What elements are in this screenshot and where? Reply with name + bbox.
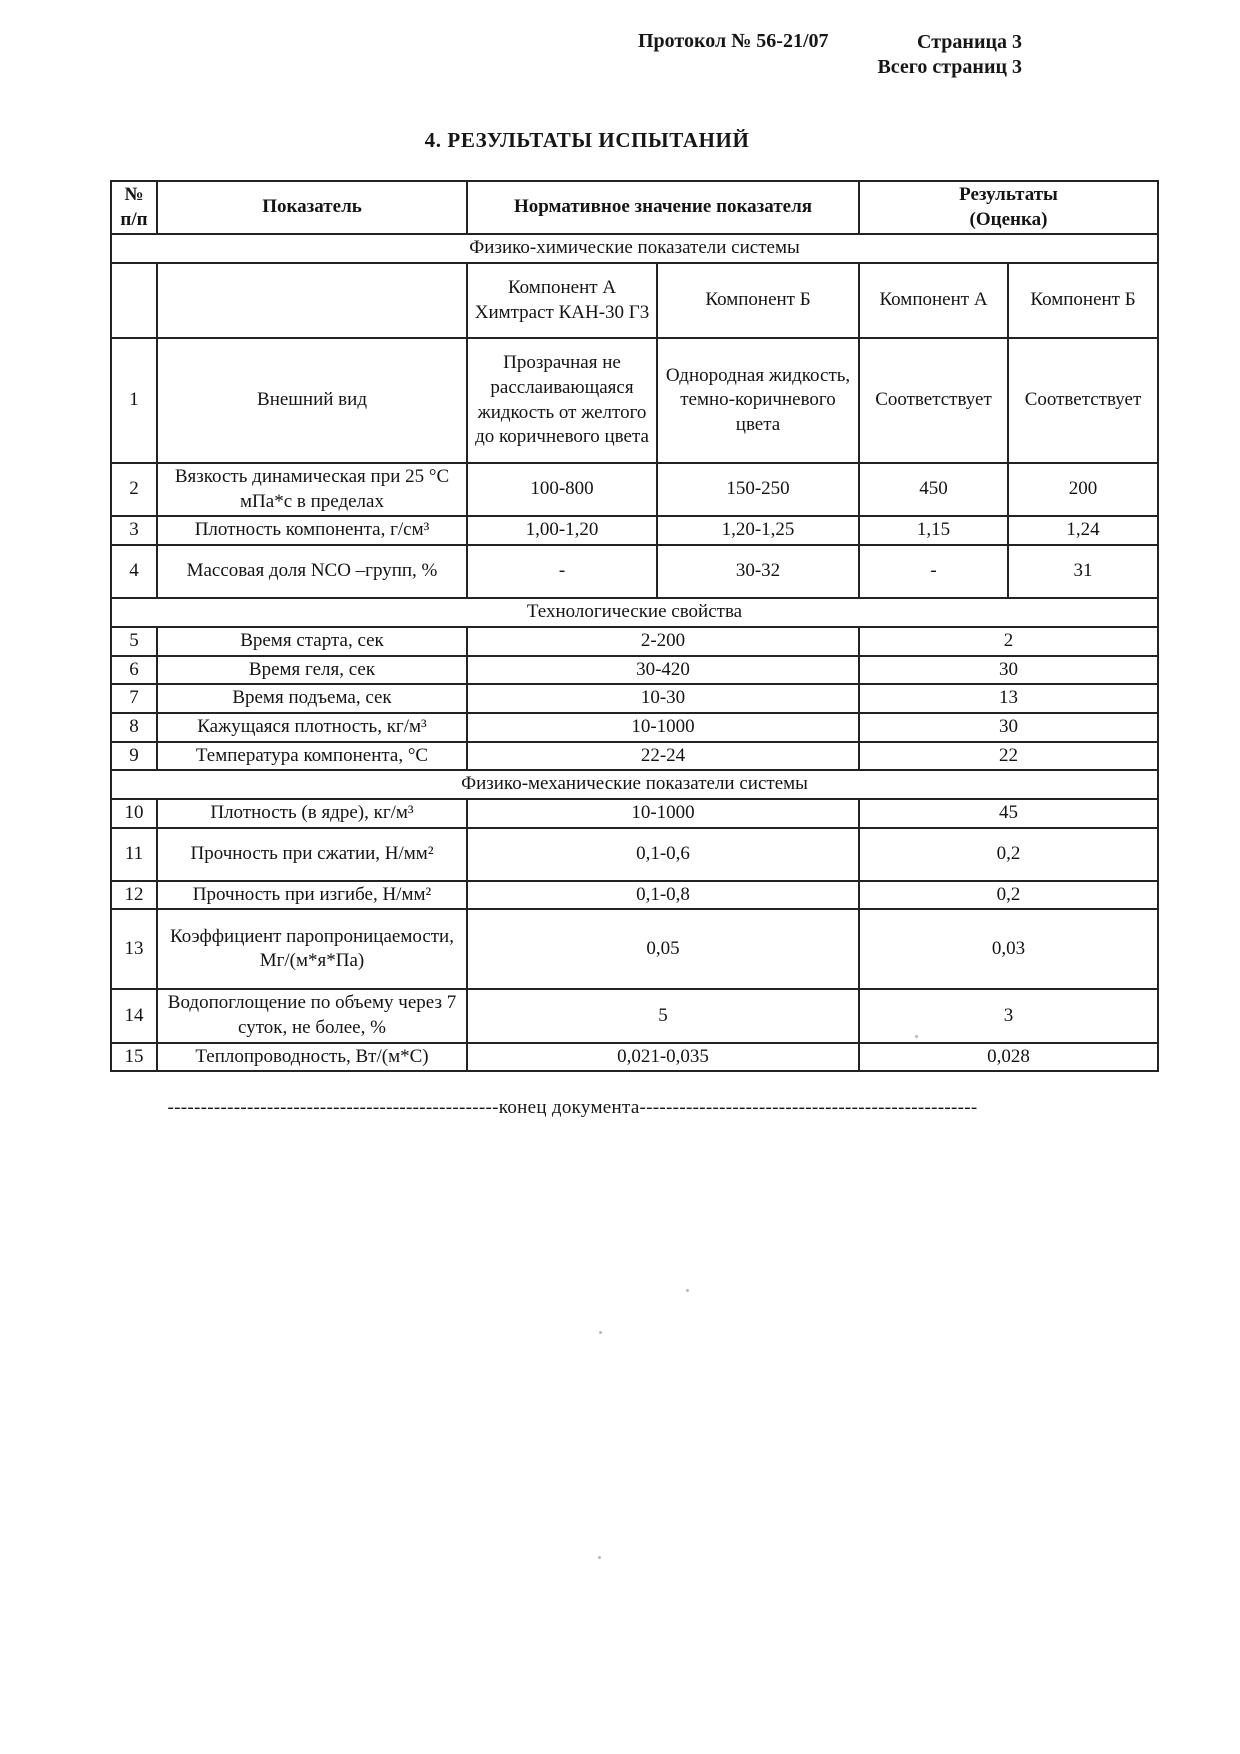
row-num: 1 [111,338,157,463]
result-cell: 13 [859,684,1158,713]
empty-cell [111,263,157,338]
norm-cell: 0,1-0,6 [467,828,859,881]
result-component-b-header: Компонент Б [1008,263,1158,338]
table-row-13 [111,909,1158,989]
norm-cell: 22-24 [467,742,859,771]
norm-b-cell: 30-32 [657,545,859,598]
row-num: 13 [111,909,157,989]
indicator-cell: Теплопроводность, Вт/(м*С) [157,1043,467,1072]
indicator-cell: Плотность (в ядре), кг/м³ [157,799,467,828]
result-cell: 45 [859,799,1158,828]
page-number: Страница 3 [917,31,1022,53]
page-count-block [877,30,1022,80]
result-cell: 0,2 [859,828,1158,881]
norm-cell: 0,05 [467,909,859,989]
result-cell: 2 [859,627,1158,656]
table-row-6 [111,656,1158,685]
result-cell: 22 [859,742,1158,771]
result-cell: 0,03 [859,909,1158,989]
norm-b-cell: Однородная жидкость, темно-коричневого цвета [657,338,859,463]
norm-cell: 30-420 [467,656,859,685]
norm-component-b-header: Компонент Б [657,263,859,338]
results-column-header [859,181,1158,234]
results-header-line1: Результаты [959,184,1058,205]
result-component-a-header: Компонент А [859,263,1008,338]
row-num: 3 [111,516,157,545]
end-of-document-line: --------------------------------------------------конец документа--------------------------------------------------- [167,1097,978,1118]
indicator-cell: Время подъема, сек [157,684,467,713]
indicator-cell: Внешний вид [157,338,467,463]
norm-a-cell: 1,00-1,20 [467,516,657,545]
result-b-cell: 1,24 [1008,516,1158,545]
row-num: 9 [111,742,157,771]
norm-cell: 10-1000 [467,799,859,828]
num-header-line1: № [124,184,144,205]
row-num: 7 [111,684,157,713]
table-row-10 [111,799,1158,828]
table-row-9 [111,742,1158,771]
page-header [0,28,1240,88]
norm-cell: 0,021-0,035 [467,1043,859,1072]
normative-column-header: Нормативное значение показателя [467,181,859,234]
section-row-physchem [111,234,1158,263]
result-b-cell: Соответствует [1008,338,1158,463]
scan-speck [686,1289,689,1292]
result-a-cell: Соответствует [859,338,1008,463]
norm-b-cell: 150-250 [657,463,859,516]
scan-speck [598,1556,601,1559]
row-num: 4 [111,545,157,598]
indicator-cell: Массовая доля NCO –групп, % [157,545,467,598]
norm-a-cell: Прозрачная не расслаивающаяся жидкость от желтого до коричневого цвета [467,338,657,463]
protocol-number: Протокол № 56-21/07 [638,30,829,52]
row-num: 15 [111,1043,157,1072]
table-row-12 [111,881,1158,910]
norm-cell: 2-200 [467,627,859,656]
row-num: 6 [111,656,157,685]
table-row-1 [111,338,1158,463]
result-a-cell: 1,15 [859,516,1008,545]
table-row-2 [111,463,1158,516]
indicator-cell: Водопоглощение по объему через 7 суток, не более, % [157,989,467,1042]
result-b-cell: 200 [1008,463,1158,516]
result-cell: 0,028 [859,1043,1158,1072]
row-num: 5 [111,627,157,656]
table-row-4 [111,545,1158,598]
component-subheader-row [111,263,1158,338]
result-cell: 3 [859,989,1158,1042]
result-cell: 0,2 [859,881,1158,910]
norm-component-a-header: Компонент А Химтраст КАН-30 Г3 [467,263,657,338]
scan-speck [915,1035,918,1038]
norm-cell: 10-1000 [467,713,859,742]
indicator-cell: Плотность компонента, г/см³ [157,516,467,545]
table-header-row [111,181,1158,234]
result-b-cell: 31 [1008,545,1158,598]
document-title: 4. РЕЗУЛЬТАТЫ ИСПЫТАНИЙ [424,128,750,152]
indicator-cell: Время старта, сек [157,627,467,656]
section-title-physchem: Физико-химические показатели системы [111,234,1158,263]
results-header-line2: (Оценка) [969,208,1048,230]
total-pages: Всего страниц 3 [877,56,1022,78]
norm-a-cell: - [467,545,657,598]
table-row-15 [111,1043,1158,1072]
indicator-cell: Кажущаяся плотность, кг/м³ [157,713,467,742]
norm-a-cell: 100-800 [467,463,657,516]
norm-cell: 10-30 [467,684,859,713]
norm-cell: 5 [467,989,859,1042]
section-title-tech: Технологические свойства [111,598,1158,627]
results-table [110,180,1159,1072]
indicator-cell: Прочность при сжатии, Н/мм² [157,828,467,881]
indicator-column-header: Показатель [157,181,467,234]
row-num: 8 [111,713,157,742]
row-num: 12 [111,881,157,910]
indicator-cell: Температура компонента, °С [157,742,467,771]
empty-cell [157,263,467,338]
row-num: 14 [111,989,157,1042]
norm-b-cell: 1,20-1,25 [657,516,859,545]
indicator-cell: Время геля, сек [157,656,467,685]
row-num: 10 [111,799,157,828]
indicator-cell: Коэффициент паропроницаемости, Мг/(м*я*Па) [157,909,467,989]
table-row-11 [111,828,1158,881]
num-column-header [111,181,157,234]
num-header-line2: п/п [120,208,148,230]
result-a-cell: 450 [859,463,1008,516]
norm-cell: 0,1-0,8 [467,881,859,910]
table-row-3 [111,516,1158,545]
table-row-5 [111,627,1158,656]
result-a-cell: - [859,545,1008,598]
section-row-physmech [111,770,1158,799]
scan-speck [599,1331,602,1334]
result-cell: 30 [859,713,1158,742]
table-row-14 [111,989,1158,1042]
table-row-7 [111,684,1158,713]
section-row-tech [111,598,1158,627]
result-cell: 30 [859,656,1158,685]
row-num: 11 [111,828,157,881]
indicator-cell: Вязкость динамическая при 25 °С мПа*с в пределах [157,463,467,516]
row-num: 2 [111,463,157,516]
section-title-physmech: Физико-механические показатели системы [111,770,1158,799]
table-row-8 [111,713,1158,742]
indicator-cell: Прочность при изгибе, Н/мм² [157,881,467,910]
